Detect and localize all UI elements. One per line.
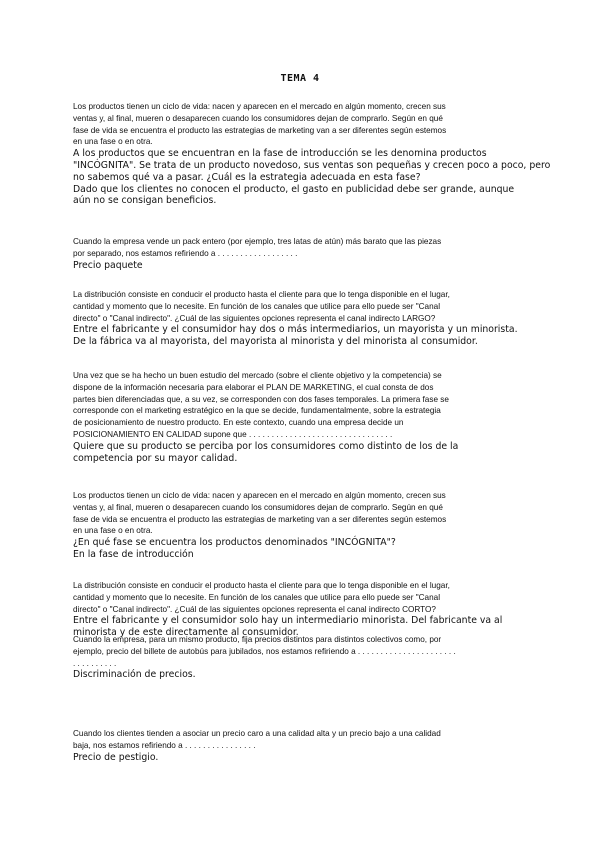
question-line: Cuando la empresa vende un pack entero (por ejemplo, tres latas de atún) más barato que las piezas (73, 237, 442, 246)
question-line: Cuando los clientes tienden a asociar un precio caro a una calidad alta y un precio bajo a una calidad (73, 729, 441, 738)
question-line: . . . . . . . . . . (73, 658, 117, 668)
question-line: ventas y, al final, mueren o desaparecen cuando los consumidores dejan de comprarlo. Según en qué (73, 502, 443, 512)
question-line: fase de vida se encuentra el producto las estrategias de marketing van a ser diferentes según estemos (73, 514, 447, 524)
question-line: baja, nos estamos refiriendo a . . . . . . . . . . . . . . . . (73, 740, 256, 750)
answer-line: competencia por su mayor calidad. (73, 452, 238, 464)
question-line: ejemplo, precio del billete de autobús para jubilados, nos estamos refiriendo a . . . . . . . . . . . . . . . . . . . . . . (73, 646, 456, 656)
answer-line: no sabemos qué va a pasar. ¿Cuál es la estrategia adecuada en esta fase? (73, 171, 421, 183)
question-block (73, 490, 543, 561)
question-block (73, 101, 551, 207)
question-line: directo" o "Canal indirecto". ¿Cuál de las siguientes opciones representa el canal indirecto CORTO? (73, 604, 436, 614)
question-line: de posicionamiento de nuestro producto. En este contexto, cuando una empresa decide un (73, 418, 404, 428)
answer-line: Dado que los clientes no conocen el producto, el gasto en publicidad debe ser grande, aunque (73, 183, 515, 195)
answer-line: Entre el fabricante y el consumidor solo hay un intermediario minorista. Del fabricante va al (73, 615, 503, 627)
question-line: corresponde con el marketing estratégico en la que se decide, fundamentalmente, sobre la estrategia (73, 406, 441, 416)
question-block (73, 634, 543, 681)
answer-line: minorista y de este directamente al consumidor. (73, 627, 299, 639)
question-line: Una vez que se ha hecho un buen estudio del mercado (sobre el cliente objetivo y la competencia) se (73, 371, 442, 380)
answer-line: A los productos que se encuentran en la fase de introducción se les denomina productos (73, 148, 487, 160)
question-line: partes bien diferenciadas que, a su vez, se corresponden con dos fases temporales. La primera fase se (73, 394, 449, 404)
question-block (73, 289, 543, 348)
page-title: TEMA 4 (280, 73, 320, 84)
question-line: La distribución consiste en conducir el producto hasta el cliente para que lo tenga disponible en el lugar, (73, 581, 450, 590)
answer-line: Precio paquete (73, 259, 143, 271)
answer-line: En la fase de introducción (73, 548, 194, 560)
answer-line: Entre el fabricante y el consumidor hay dos o más intermediarios, un mayorista y un minorista. (73, 324, 518, 336)
question-line: directo" o "Canal indirecto". ¿Cuál de las siguientes opciones representa el canal indirecto LARGO? (73, 313, 436, 323)
question-block (73, 370, 543, 464)
answer-line: Precio de pestigio. (73, 751, 159, 763)
question-line: cantidad y momento que lo necesite. En función de los canales que utilice para ello puede ser "Canal (73, 592, 441, 602)
question-line: fase de vida se encuentra el producto las estrategias de marketing van a ser diferentes según estemos (73, 125, 447, 135)
answer-line: Quiere que su producto se perciba por los consumidores como distinto de los de la (73, 440, 459, 452)
question-block (73, 728, 543, 763)
question-line: en una fase o en otra. (73, 526, 153, 536)
answer-line: aún no se consigan beneficios. (73, 195, 217, 207)
answer-line: ¿En qué fase se encuentra los productos denominados "INCÓGNITA"? (73, 537, 396, 549)
question-block (73, 236, 543, 271)
question-line: Los productos tienen un ciclo de vida: nacen y aparecen en el mercado en algún momento, crecen sus (73, 491, 446, 500)
question-line: dispone de la información necesaria para elaborar el PLAN DE MARKETING, el cual consta de dos (73, 382, 434, 392)
question-line: Los productos tienen un ciclo de vida: nacen y aparecen en el mercado en algún momento, crecen sus (73, 102, 446, 111)
question-line: POSICIONAMIENTO EN CALIDAD supone que . . . . . . . . . . . . . . . . . . . . . . . . . . . . . . . . (73, 429, 393, 439)
question-line: en una fase o en otra. (73, 137, 153, 147)
answer-line: Discriminación de precios. (73, 669, 196, 681)
question-line: por separado, nos estamos refiriendo a . . . . . . . . . . . . . . . . . . (73, 248, 298, 258)
answer-line: De la fábrica va al mayorista, del mayorista al minorista y del minorista al consumidor. (73, 336, 478, 348)
question-line: La distribución consiste en conducir el producto hasta el cliente para que lo tenga disponible en el lugar, (73, 290, 450, 299)
question-line: ventas y, al final, mueren o desaparecen cuando los consumidores dejan de comprarlo. Según en qué (73, 113, 443, 123)
question-block (73, 580, 543, 639)
question-line: Cuando la empresa, para un mismo producto, fija precios distintos para distintos colectivos como, por (73, 635, 442, 644)
question-line: cantidad y momento que lo necesite. En función de los canales que utilice para ello puede ser "Canal (73, 301, 441, 311)
answer-line: "INCÓGNITA". Se trata de un producto novedoso, sus ventas son pequeñas y crecen poco a poco, pero (73, 159, 551, 171)
